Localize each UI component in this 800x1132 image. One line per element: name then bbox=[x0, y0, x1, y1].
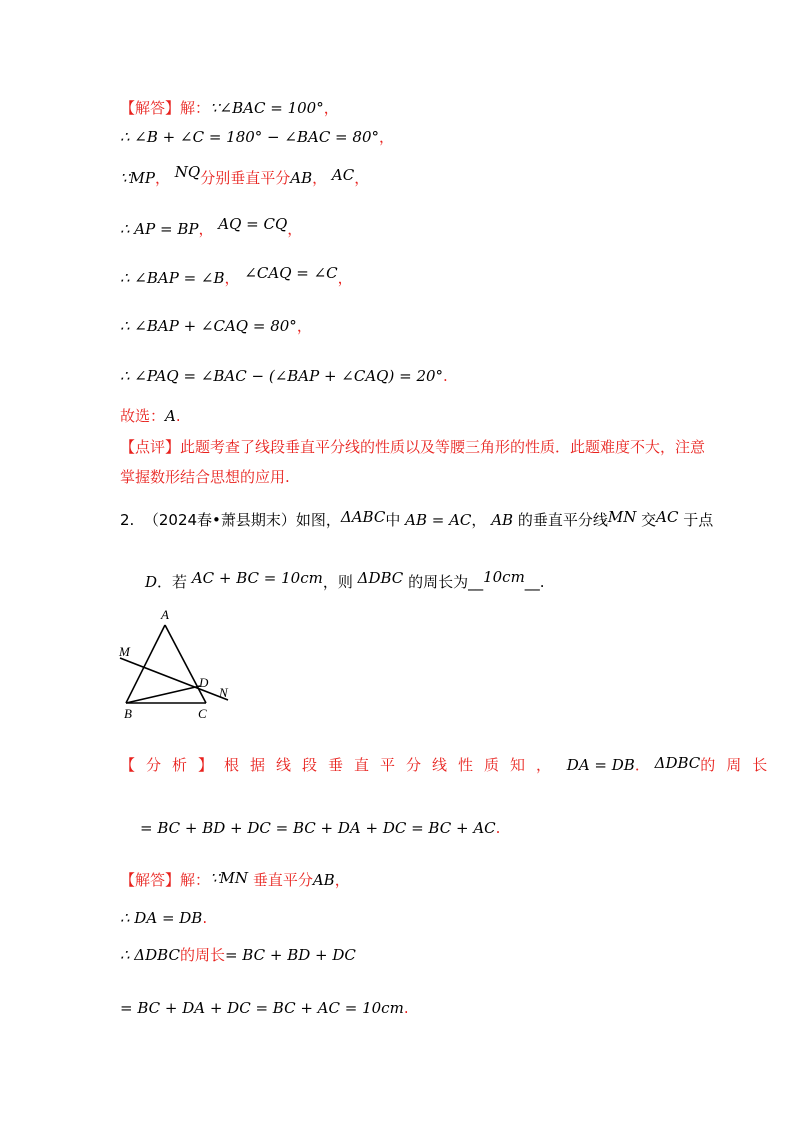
punct: . bbox=[443, 367, 448, 385]
punct: . bbox=[495, 819, 501, 837]
sol1-line2 bbox=[120, 127, 394, 147]
label-C: C bbox=[198, 706, 207, 721]
math: = BC + BD + DC bbox=[224, 946, 356, 964]
punct: ， bbox=[378, 128, 394, 146]
math: AC bbox=[656, 508, 679, 526]
label-N: N bbox=[219, 685, 228, 700]
text: 的周长 bbox=[179, 946, 225, 964]
punct: . bbox=[202, 909, 208, 927]
math: ∠CAQ = ∠C bbox=[244, 264, 338, 282]
punct: ， bbox=[354, 169, 370, 187]
question-source: （2024春•萧县期末）如图， bbox=[143, 511, 341, 529]
choice-value: A bbox=[165, 407, 176, 425]
punct: ， bbox=[337, 269, 353, 287]
analysis-line1 bbox=[120, 755, 778, 775]
sol2-line3 bbox=[120, 945, 356, 965]
math: ∴ ∠B + ∠C = 180° − ∠BAC = 80° bbox=[120, 128, 379, 146]
text: 交 bbox=[641, 511, 657, 529]
sol1-line1 bbox=[120, 98, 339, 118]
math: ΔABC bbox=[340, 508, 386, 526]
math: ∴ ∠PAQ = ∠BAC − (∠BAP + ∠CAQ) = 20° bbox=[120, 367, 444, 385]
segment-AB bbox=[126, 625, 165, 703]
punct: ， bbox=[198, 220, 214, 238]
label-D: D bbox=[199, 675, 209, 690]
math: D bbox=[145, 573, 158, 591]
math: ∴ AP = BP bbox=[120, 220, 199, 238]
text: 的周长为 bbox=[408, 573, 469, 591]
sol2-line4 bbox=[120, 998, 409, 1018]
text: 分别垂直平分 bbox=[200, 169, 291, 187]
choice-label: 故选： bbox=[120, 407, 166, 425]
text: 中 bbox=[385, 511, 401, 529]
math: AC bbox=[331, 166, 355, 184]
punct: ， bbox=[323, 99, 339, 117]
answer-tag: 【解答】解： bbox=[120, 99, 211, 117]
label-A: A bbox=[161, 607, 169, 622]
punct: ， bbox=[155, 169, 171, 187]
math: ∵MP bbox=[120, 169, 155, 187]
text: 垂直平分 bbox=[252, 871, 313, 889]
punct: . bbox=[403, 999, 409, 1017]
text: 于点 bbox=[683, 511, 714, 529]
punct: ， bbox=[312, 169, 328, 187]
math: = BC + BD + DC = BC + DA + DC = BC + AC bbox=[140, 819, 496, 837]
math: ∴ ∠BAP + ∠CAQ = 80° bbox=[120, 317, 297, 335]
sol1-line4 bbox=[120, 215, 303, 239]
blank: __ bbox=[468, 573, 484, 591]
analysis-line2 bbox=[140, 818, 500, 838]
text: 的垂直平分线 bbox=[517, 511, 608, 529]
punct: ， bbox=[334, 871, 350, 889]
label-M: M bbox=[119, 644, 130, 659]
math: AC + BC = 10cm bbox=[191, 569, 323, 587]
math: AB = AC bbox=[405, 511, 472, 529]
label-B: B bbox=[124, 706, 132, 721]
q2-line1 bbox=[120, 510, 713, 530]
math: = BC + DA + DC = BC + AC = 10cm bbox=[120, 999, 404, 1017]
math: DA = DB bbox=[566, 756, 635, 774]
punct: ． bbox=[634, 756, 650, 774]
comment-line1: 【点评】此题考查了线段垂直平分线的性质以及等腰三角形的性质．此题难度不大，注意 bbox=[120, 438, 706, 456]
punct: ， bbox=[287, 220, 303, 238]
comment-line2: 掌握数形结合思想的应用. bbox=[120, 468, 290, 486]
math: AQ = CQ bbox=[218, 215, 288, 233]
math: ∵MN bbox=[210, 869, 249, 887]
math: ∴ DA = DB bbox=[120, 909, 203, 927]
answer-tag: 【解答】解： bbox=[120, 871, 211, 889]
line-MN bbox=[120, 658, 228, 700]
math: NQ bbox=[174, 163, 201, 181]
question-number: 2. bbox=[120, 511, 135, 529]
punct: . bbox=[175, 407, 181, 425]
text: 的周长 bbox=[700, 756, 779, 774]
sol2-line1 bbox=[120, 870, 350, 890]
sol2-line2 bbox=[120, 908, 207, 928]
analysis-tag: 【分析】根据线段垂直平分线性质知， bbox=[120, 756, 563, 774]
punct: ， bbox=[296, 317, 312, 335]
blank: __. bbox=[524, 573, 545, 591]
math: AB bbox=[312, 871, 335, 889]
sol1-line3 bbox=[120, 163, 370, 188]
math: ∴ ΔDBC bbox=[120, 946, 180, 964]
punct: ， bbox=[224, 269, 240, 287]
math: ΔDBC bbox=[654, 754, 701, 772]
segment-BD bbox=[126, 686, 200, 703]
sol1-line6 bbox=[120, 316, 312, 336]
math: ΔDBC bbox=[357, 569, 404, 587]
punct: ， bbox=[471, 511, 487, 529]
sol1-line5 bbox=[120, 264, 353, 288]
math: AB bbox=[491, 511, 514, 529]
choice-line bbox=[120, 406, 181, 426]
answer-value: 10cm bbox=[483, 568, 525, 586]
text: ，则 bbox=[322, 573, 353, 591]
q2-line2 bbox=[145, 568, 545, 592]
text: ．若 bbox=[157, 573, 188, 591]
math: MN bbox=[607, 508, 637, 526]
math: ∴ ∠BAP = ∠B bbox=[120, 269, 225, 287]
math: ∵∠BAC = 100° bbox=[210, 99, 324, 117]
segment-AC bbox=[165, 625, 206, 703]
sol1-line7 bbox=[120, 366, 448, 386]
math: AB bbox=[290, 169, 313, 187]
